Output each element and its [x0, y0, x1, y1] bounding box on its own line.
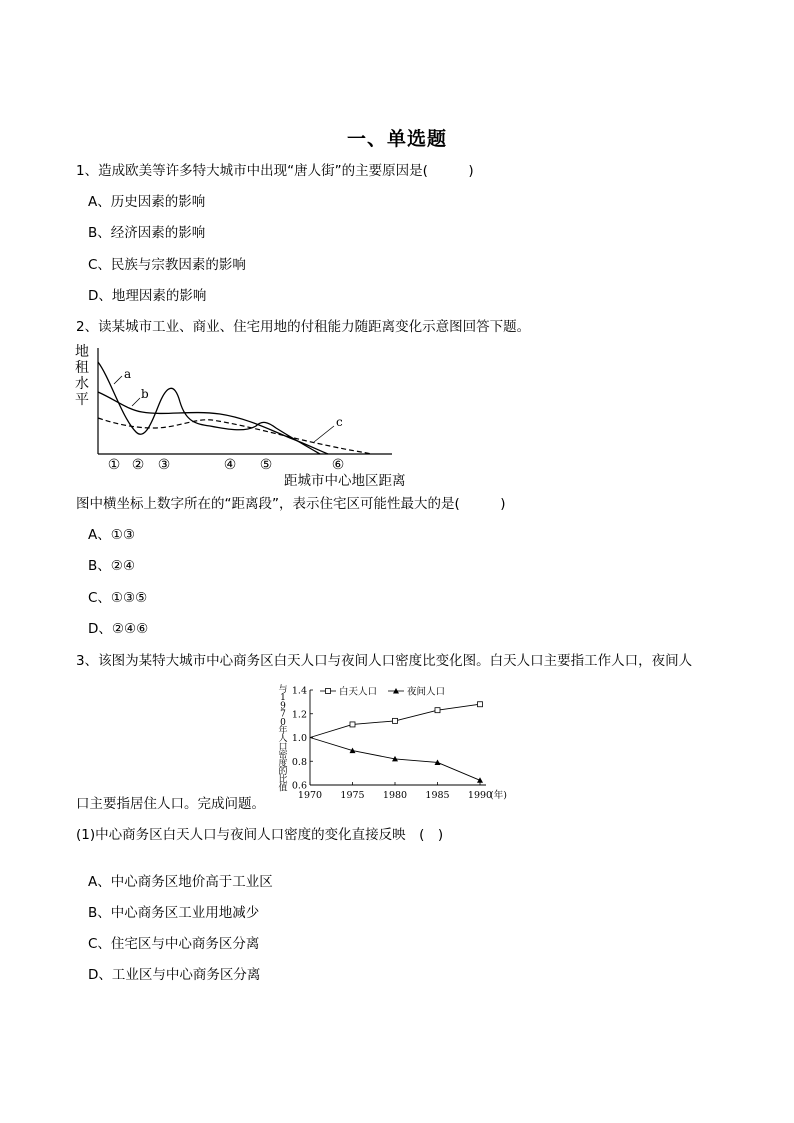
distance-mark-3: ③ — [157, 457, 171, 473]
curve-a — [98, 362, 320, 454]
y-axis-label-char: 0 — [280, 717, 286, 728]
chart-axes — [310, 690, 486, 785]
question-2-stem: 2、读某城市工业、商业、住宅用地的付租能力随距离变化示意图回答下题。 — [76, 319, 531, 335]
y-axis-label-char: 与 — [278, 685, 288, 695]
distance-mark-5: ⑤ — [259, 457, 273, 473]
q1-option-d: D、地理因素的影响 — [88, 288, 207, 304]
y-axis-label-char: 值 — [278, 783, 288, 794]
y-axis-label-char: 口 — [278, 742, 288, 753]
y-axis-label-char: 7 — [280, 709, 286, 720]
question-3-sub1-stem: (1)中心商务区白天人口与夜间人口密度的变化直接反映 ( ) — [76, 827, 444, 843]
x-tick-label: 1975 — [340, 790, 365, 801]
day-point — [435, 708, 440, 713]
legend-label-day: 白天人口 — [339, 686, 378, 698]
distance-mark-1: ① — [107, 457, 121, 473]
y-axis-label-char: 的 — [278, 767, 288, 777]
q1-option-a: A、历史因素的影响 — [88, 194, 206, 210]
x-tick-label: 1990 — [467, 790, 493, 801]
legend-label-night: 夜间人口 — [407, 686, 446, 698]
q2-option-d: D、②④⑥ — [88, 621, 149, 637]
y-axis-label-char: 1 — [280, 693, 286, 704]
day-point — [478, 702, 483, 707]
q2-option-c: C、①③⑤ — [88, 590, 148, 606]
chart-ticks — [292, 686, 492, 802]
q3-option-b: B、中心商务区工业用地减少 — [88, 905, 260, 921]
y-tick-label: 0.8 — [291, 756, 307, 768]
question-3-stem-line1: 3、该图为某特大城市中心商务区白天人口与夜间人口密度比变化图。白天人口主要指工作人口，夜间人 — [76, 653, 693, 669]
q2-option-b: B、②④ — [88, 558, 135, 574]
x-tick-label: 1980 — [382, 790, 408, 801]
x-axis-unit: (年) — [490, 790, 507, 801]
y-axis-label-char: 水 — [75, 376, 89, 392]
y-axis-label — [75, 343, 89, 408]
y-axis-label-char: 密 — [278, 750, 288, 761]
curve-c — [98, 418, 372, 454]
x-tick-label: 1985 — [425, 790, 450, 801]
chart-legend — [320, 686, 445, 698]
legend-marker-day — [326, 689, 331, 694]
question-3-stem-line2: 口主要指居住人口。完成问题。 — [76, 796, 265, 812]
chart-series-lines — [310, 704, 480, 780]
y-axis-label-char: 人 — [278, 734, 288, 745]
population-density-chart — [270, 680, 520, 804]
y-tick-label: 1.4 — [291, 685, 307, 697]
x-axis-label: 距城市中心地区距离 — [284, 473, 406, 489]
question-2-text: 图中横坐标上数字所在的“距离段”，表示住宅区可能性最大的是( ) — [76, 496, 506, 512]
day-point — [350, 722, 355, 727]
y-axis-label-char: 年 — [278, 726, 288, 736]
distance-mark-6: ⑥ — [331, 457, 345, 473]
y-axis-label-char: 9 — [280, 701, 286, 712]
q2-option-a: A、①③ — [88, 527, 135, 543]
y-tick-label: 1.0 — [291, 733, 307, 744]
q3-option-d: D、工业区与中心商务区分离 — [88, 967, 261, 983]
y-axis-label-char: 地 — [75, 344, 89, 360]
y-axis-label-char: 度 — [278, 758, 288, 769]
rent-distance-figure — [70, 340, 430, 490]
chart-points — [350, 702, 484, 783]
section-title: 一、单选题 — [346, 128, 447, 150]
night-point — [477, 777, 483, 783]
curve-b-label: b — [141, 387, 149, 401]
q1-option-b: B、经济因素的影响 — [88, 225, 206, 241]
y-axis-label-char: 平 — [75, 392, 89, 408]
q3-option-c: C、住宅区与中心商务区分离 — [88, 936, 260, 952]
y-axis-label-char: 比 — [278, 775, 288, 786]
x-tick-label: 1970 — [297, 790, 323, 801]
q1-option-c: C、民族与宗教因素的影响 — [88, 257, 246, 273]
question-1-stem: 1、造成欧美等许多特大城市中出现“唐人街”的主要原因是( ) — [76, 163, 474, 179]
y-tick-label: 0.6 — [291, 780, 307, 792]
day-point — [393, 718, 398, 723]
curve-a-label: a — [124, 367, 132, 381]
distance-mark-4: ④ — [223, 457, 237, 473]
y-tick-label: 1.2 — [291, 709, 307, 721]
y-axis-label-char: 租 — [75, 360, 89, 376]
curve-b — [98, 392, 328, 454]
curve-c-label: c — [336, 415, 343, 429]
distance-mark-2: ② — [131, 457, 145, 473]
chart-y-axis-label — [278, 683, 287, 793]
q3-option-a: A、中心商务区地价高于工业区 — [88, 874, 273, 890]
